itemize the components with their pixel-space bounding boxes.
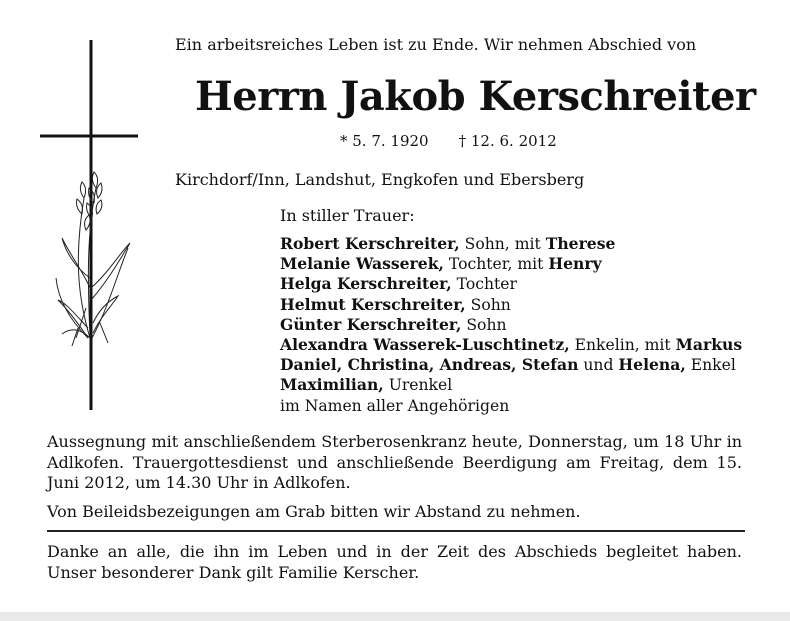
birth-date: * 5. 7. 1920 — [340, 132, 429, 150]
mourner-line — [280, 315, 742, 335]
places-line: Kirchdorf/Inn, Landshut, Engkofen und Ebersberg — [175, 170, 585, 189]
mourner-line — [280, 375, 742, 395]
life-dates — [340, 132, 557, 150]
mourner-text: Günter Kerschreiter, — [280, 314, 462, 334]
mourner-text: Tochter — [451, 275, 517, 294]
intro-text: Ein arbeitsreiches Leben ist zu Ende. Wir nehmen Abschied von — [175, 35, 697, 54]
mourner-text: Daniel, Christina, Andreas, Stefan — [280, 355, 579, 375]
divider — [47, 530, 745, 532]
mourner-text: Robert Kerschreiter, — [280, 234, 460, 253]
mourner-line — [280, 355, 742, 375]
condolence-note: Von Beileidsbezeigungen am Grab bitten wir Abstand zu nehmen. — [47, 502, 581, 521]
mourner-line — [280, 335, 742, 355]
deceased-name: Herrn Jakob Kerschreiter — [195, 73, 756, 120]
death-date: † 12. 6. 2012 — [458, 132, 557, 150]
mourner-text: Sohn, mit — [459, 235, 546, 253]
mourner-line — [280, 234, 742, 254]
mourner-text: Tochter, mit — [443, 255, 549, 274]
mourner-line — [280, 274, 742, 294]
mourner-text: Enkelin, mit — [569, 336, 676, 355]
mourner-text: und — [578, 356, 619, 375]
cross-with-wheat-icon — [38, 38, 148, 418]
mourner-text: Maximilian, — [280, 375, 384, 395]
mourners-list — [280, 234, 742, 416]
mourner-text: Helga Kerschreiter, — [280, 274, 452, 294]
mourner-line — [280, 295, 742, 315]
thanks-paragraph: Danke an alle, die ihn im Leben und in der Zeit des Abschieds begleitet haben. Unser besonderer Dank gilt Familie Kerscher. — [47, 542, 742, 582]
mourner-text: Enkel — [685, 356, 736, 375]
mourner-text: Melanie Wasserek, — [280, 254, 444, 274]
mourner-text: Therese — [545, 234, 616, 253]
mourner-text: Alexandra Wasserek-Luschtinetz, — [280, 335, 570, 355]
mourning-label: In stiller Trauer: — [280, 206, 415, 225]
mourner-text: Helmut Kerschreiter, — [280, 294, 466, 314]
mourner-text: Sohn — [461, 315, 507, 334]
mourner-text: Henry — [548, 254, 602, 274]
mourner-text: Urenkel — [383, 376, 453, 395]
mourner-line — [280, 254, 742, 274]
mourner-text: Helena, — [618, 355, 686, 375]
mourner-text: Sohn — [465, 295, 511, 314]
mourner-text: im Namen aller Angehörigen — [280, 396, 510, 415]
mourner-line — [280, 396, 742, 416]
ceremony-paragraph: Aussegnung mit anschließendem Sterberosenkranz heute, Donnerstag, um 18 Uhr in Adlkofen. Trauergottesdienst und anschließende Beerdigung am Freitag, dem 15. Juni 2012, um 14.30 Uhr in Adlkofen. — [47, 432, 742, 492]
mourner-text: Markus — [675, 335, 743, 355]
